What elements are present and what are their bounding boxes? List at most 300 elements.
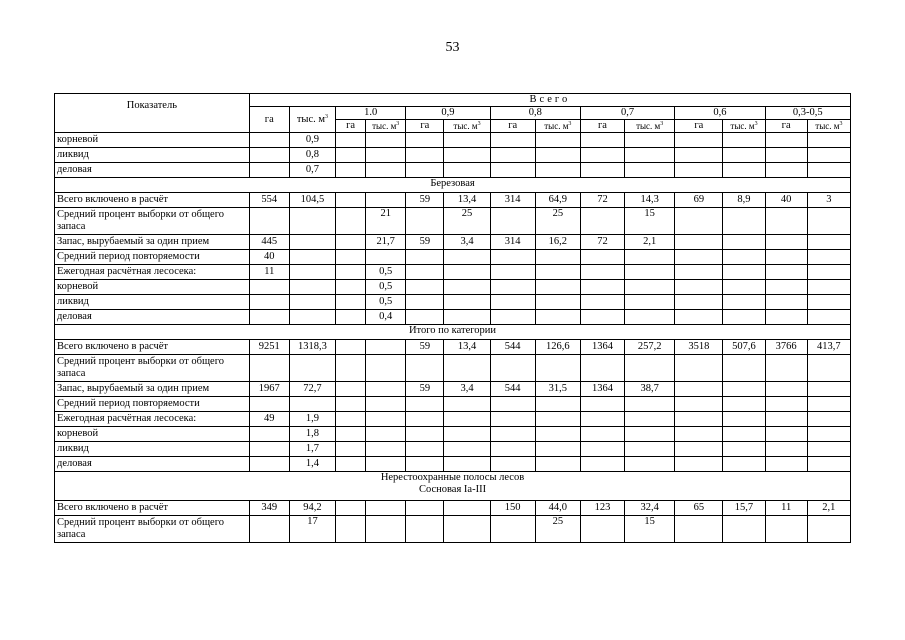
table-cell	[490, 310, 535, 325]
table-cell	[366, 163, 406, 178]
table-cell	[490, 208, 535, 235]
table-cell: 0,4	[366, 310, 406, 325]
table-cell	[580, 516, 624, 543]
table-cell: 11	[765, 501, 807, 516]
section-subtitle: Сосновая Ia-III	[418, 484, 487, 495]
table-cell	[249, 163, 289, 178]
table-cell	[289, 250, 335, 265]
table-cell	[336, 235, 366, 250]
row-label: деловая	[55, 310, 250, 325]
header-m3: тыс. $м^3$	[807, 120, 850, 133]
table-row	[55, 382, 851, 397]
table-cell: 25	[535, 208, 580, 235]
section-heading-row	[55, 325, 851, 340]
table-cell: 1,8	[289, 427, 335, 442]
table-cell	[580, 310, 624, 325]
table-cell: 11	[249, 265, 289, 280]
table-cell	[723, 133, 765, 148]
table-row	[55, 250, 851, 265]
table-cell	[723, 412, 765, 427]
table-cell	[675, 208, 723, 235]
table-row	[55, 235, 851, 250]
table-cell: 1967	[249, 382, 289, 397]
table-cell	[723, 148, 765, 163]
table-row	[55, 163, 851, 178]
table-cell	[366, 148, 406, 163]
table-cell: 544	[490, 340, 535, 355]
table-cell: 17	[289, 516, 335, 543]
table-cell	[444, 133, 490, 148]
table-cell	[675, 250, 723, 265]
header-density: 0,7	[580, 107, 674, 120]
table-cell	[490, 250, 535, 265]
table-row	[55, 295, 851, 310]
table-cell	[535, 442, 580, 457]
table-cell	[723, 250, 765, 265]
table-cell	[249, 310, 289, 325]
table-cell	[580, 148, 624, 163]
table-cell: 49	[249, 412, 289, 427]
table-cell	[490, 295, 535, 310]
table-cell	[765, 250, 807, 265]
table-cell	[535, 355, 580, 382]
table-cell	[535, 295, 580, 310]
table-cell	[765, 133, 807, 148]
table-row	[55, 457, 851, 472]
table-cell: 445	[249, 235, 289, 250]
table-cell: 94,2	[289, 501, 335, 516]
table-cell	[444, 295, 490, 310]
table-cell	[336, 516, 366, 543]
table-cell: 65	[675, 501, 723, 516]
table-cell	[490, 412, 535, 427]
table-cell	[289, 310, 335, 325]
table-cell	[625, 427, 675, 442]
table-cell	[675, 265, 723, 280]
table-cell	[444, 397, 490, 412]
table-cell	[675, 148, 723, 163]
table-cell	[535, 457, 580, 472]
table-cell	[336, 442, 366, 457]
table-cell	[675, 516, 723, 543]
table-cell: 25	[535, 516, 580, 543]
table-cell	[406, 516, 444, 543]
table-cell	[580, 133, 624, 148]
table-cell: 0,5	[366, 295, 406, 310]
table-cell	[336, 193, 366, 208]
row-label: Средний период повторяемости	[55, 397, 250, 412]
table-cell: 349	[249, 501, 289, 516]
header-density: 0,3-0,5	[765, 107, 850, 120]
table-cell: 1,9	[289, 412, 335, 427]
table-cell	[625, 250, 675, 265]
table-cell	[406, 427, 444, 442]
header-density: 0,8	[490, 107, 580, 120]
header-density: 0,9	[406, 107, 490, 120]
table-cell: 38,7	[625, 382, 675, 397]
table-cell: 3,4	[444, 382, 490, 397]
table-cell: 72,7	[289, 382, 335, 397]
table-cell	[249, 133, 289, 148]
table-cell: 15,7	[723, 501, 765, 516]
table-cell: 44,0	[535, 501, 580, 516]
table-cell: 314	[490, 193, 535, 208]
table-cell	[807, 163, 850, 178]
table-cell: 40	[249, 250, 289, 265]
table-cell: 2,1	[625, 235, 675, 250]
table-row	[55, 427, 851, 442]
table-cell	[580, 412, 624, 427]
row-label: ликвид	[55, 295, 250, 310]
row-label: Средний процент выборки от общего запаса	[55, 208, 250, 235]
table-cell	[406, 457, 444, 472]
table-cell	[444, 442, 490, 457]
table-cell	[765, 280, 807, 295]
table-row	[55, 355, 851, 382]
table-cell: 1318,3	[289, 340, 335, 355]
table-cell: 554	[249, 193, 289, 208]
table-cell: 0,5	[366, 280, 406, 295]
table-cell: 507,6	[723, 340, 765, 355]
table-body	[55, 133, 851, 543]
table-cell	[580, 397, 624, 412]
table-row	[55, 148, 851, 163]
table-cell	[807, 208, 850, 235]
table-cell	[249, 457, 289, 472]
header-ha: га	[406, 120, 444, 133]
table-cell	[249, 148, 289, 163]
table-cell	[406, 208, 444, 235]
table-cell	[366, 516, 406, 543]
table-cell	[723, 235, 765, 250]
table-cell	[366, 355, 406, 382]
header-ha: га	[336, 120, 366, 133]
table-cell	[366, 457, 406, 472]
table-cell	[406, 501, 444, 516]
table-cell	[490, 148, 535, 163]
table-cell	[723, 163, 765, 178]
table-cell	[490, 427, 535, 442]
table-cell	[406, 295, 444, 310]
table-cell	[490, 265, 535, 280]
table-cell	[535, 265, 580, 280]
table-cell: 3,4	[444, 235, 490, 250]
row-label: Запас, вырубаемый за один прием	[55, 235, 250, 250]
row-label: Всего включено в расчёт	[55, 501, 250, 516]
table-cell: 0,9	[289, 133, 335, 148]
table-cell	[366, 427, 406, 442]
table-cell	[444, 501, 490, 516]
table-cell: 15	[625, 516, 675, 543]
table-cell	[765, 427, 807, 442]
table-cell	[807, 412, 850, 427]
table-cell: 13,4	[444, 193, 490, 208]
table-cell	[675, 397, 723, 412]
section-title: Березовая	[55, 178, 851, 193]
table-cell: 123	[580, 501, 624, 516]
table-cell: 14,3	[625, 193, 675, 208]
table-cell	[807, 250, 850, 265]
table-cell	[490, 133, 535, 148]
table-cell	[366, 193, 406, 208]
table-cell: 3	[807, 193, 850, 208]
table-cell	[675, 457, 723, 472]
table-cell	[580, 280, 624, 295]
row-label: Всего включено в расчёт	[55, 340, 250, 355]
table-row	[55, 265, 851, 280]
header-m3: тыс. $м^3$	[723, 120, 765, 133]
table-cell	[723, 516, 765, 543]
table-cell: 3518	[675, 340, 723, 355]
table-cell	[366, 397, 406, 412]
table-cell	[249, 442, 289, 457]
table-cell	[366, 382, 406, 397]
table-cell: 1,7	[289, 442, 335, 457]
table-cell	[490, 163, 535, 178]
header-m3-total: тыс. $м^3$	[289, 107, 335, 133]
row-label: Всего включено в расчёт	[55, 193, 250, 208]
table-cell	[336, 295, 366, 310]
header-m3: тыс. $м^3$	[535, 120, 580, 133]
header-m3: тыс. $м^3$	[366, 120, 406, 133]
table-cell	[406, 442, 444, 457]
table-cell: 1364	[580, 340, 624, 355]
table-cell	[580, 250, 624, 265]
section-title: Нерестоохранные полосы лесов Сосновая Ia-III	[55, 472, 851, 501]
table-cell	[336, 265, 366, 280]
table-cell: 59	[406, 235, 444, 250]
table-cell	[625, 295, 675, 310]
table-cell	[336, 163, 366, 178]
table-cell	[723, 397, 765, 412]
table-cell	[336, 382, 366, 397]
table-cell	[675, 295, 723, 310]
table-cell	[336, 397, 366, 412]
header-m3: тыс. $м^3$	[444, 120, 490, 133]
header-density: 0,6	[675, 107, 765, 120]
table-cell	[625, 163, 675, 178]
table-cell	[289, 397, 335, 412]
header-indicator: Показатель	[55, 94, 250, 133]
table-row	[55, 501, 851, 516]
table-cell	[765, 516, 807, 543]
table-cell	[490, 516, 535, 543]
table-cell	[723, 442, 765, 457]
table-cell: 0,5	[366, 265, 406, 280]
table-cell	[336, 340, 366, 355]
table-cell: 2,1	[807, 501, 850, 516]
table-row	[55, 340, 851, 355]
table-cell	[625, 412, 675, 427]
table-cell: 40	[765, 193, 807, 208]
table-cell	[625, 280, 675, 295]
table-cell	[406, 250, 444, 265]
table-cell	[535, 280, 580, 295]
table-cell: 21,7	[366, 235, 406, 250]
table-cell	[490, 442, 535, 457]
table-cell	[366, 501, 406, 516]
table-cell	[675, 427, 723, 442]
section-heading-row	[55, 178, 851, 193]
table-cell	[289, 280, 335, 295]
header-ha: га	[490, 120, 535, 133]
table-cell	[336, 412, 366, 427]
table-cell	[406, 148, 444, 163]
table-cell	[580, 427, 624, 442]
table-cell	[675, 382, 723, 397]
table-cell	[807, 355, 850, 382]
table-cell	[249, 427, 289, 442]
table-row	[55, 193, 851, 208]
table-row	[55, 397, 851, 412]
table-cell	[444, 310, 490, 325]
table-cell: 9251	[249, 340, 289, 355]
header-total: Всего	[249, 94, 850, 107]
table-cell	[444, 163, 490, 178]
table-cell	[444, 427, 490, 442]
table-cell: 314	[490, 235, 535, 250]
table-row	[55, 310, 851, 325]
table-cell	[723, 265, 765, 280]
table-cell: 150	[490, 501, 535, 516]
table-cell	[580, 208, 624, 235]
section-title: Итого по категории	[55, 325, 851, 340]
table-cell	[675, 280, 723, 295]
row-label: Средний период повторяемости	[55, 250, 250, 265]
table-cell	[444, 412, 490, 427]
table-cell	[723, 280, 765, 295]
table-cell	[580, 265, 624, 280]
table-cell	[675, 163, 723, 178]
table-cell	[336, 148, 366, 163]
header-ha-total: га	[249, 107, 289, 133]
table-cell	[807, 133, 850, 148]
table-cell	[366, 250, 406, 265]
table-cell	[535, 250, 580, 265]
table-cell	[807, 235, 850, 250]
row-label: деловая	[55, 163, 250, 178]
table-cell	[807, 295, 850, 310]
table-cell	[406, 355, 444, 382]
table-cell	[535, 397, 580, 412]
table-row	[55, 412, 851, 427]
table-row	[55, 133, 851, 148]
table-cell	[406, 163, 444, 178]
table-cell	[289, 295, 335, 310]
table-cell	[444, 457, 490, 472]
table-cell	[625, 265, 675, 280]
table-cell	[336, 501, 366, 516]
table-cell	[765, 397, 807, 412]
header-ha: га	[765, 120, 807, 133]
table-cell	[535, 412, 580, 427]
table-cell	[336, 250, 366, 265]
table-cell	[723, 355, 765, 382]
table-cell	[535, 133, 580, 148]
table-cell	[625, 442, 675, 457]
table-cell	[807, 442, 850, 457]
table-cell	[444, 280, 490, 295]
table-cell	[289, 208, 335, 235]
table-cell: 64,9	[535, 193, 580, 208]
header-ha: га	[675, 120, 723, 133]
table-cell	[723, 382, 765, 397]
table-cell	[765, 163, 807, 178]
table-cell	[490, 355, 535, 382]
table-cell	[249, 516, 289, 543]
table-cell	[444, 250, 490, 265]
table-cell	[807, 310, 850, 325]
table-cell	[723, 295, 765, 310]
table-cell: 0,7	[289, 163, 335, 178]
table-cell	[336, 133, 366, 148]
row-label: Запас, вырубаемый за один прием	[55, 382, 250, 397]
row-label: Средний процент выборки от общего запаса	[55, 516, 250, 543]
table-cell	[249, 295, 289, 310]
table-cell: 544	[490, 382, 535, 397]
table-cell	[807, 457, 850, 472]
table-cell	[535, 163, 580, 178]
table-cell: 69	[675, 193, 723, 208]
table-cell	[765, 310, 807, 325]
table-cell: 72	[580, 193, 624, 208]
table-cell	[249, 280, 289, 295]
table-cell	[535, 148, 580, 163]
table-cell	[366, 442, 406, 457]
table-cell	[723, 310, 765, 325]
forest-yield-table	[54, 93, 851, 543]
table-cell	[625, 457, 675, 472]
row-label: корневой	[55, 133, 250, 148]
table-cell: 59	[406, 340, 444, 355]
table-cell	[249, 208, 289, 235]
table-cell	[807, 516, 850, 543]
table-cell: 1,4	[289, 457, 335, 472]
table-cell: 21	[366, 208, 406, 235]
table-cell	[765, 442, 807, 457]
table-cell	[765, 265, 807, 280]
table-cell	[249, 355, 289, 382]
table-cell	[289, 265, 335, 280]
table-cell	[336, 457, 366, 472]
table-cell: 1364	[580, 382, 624, 397]
row-label: Средний процент выборки от общего запаса	[55, 355, 250, 382]
table-cell	[490, 457, 535, 472]
table-cell	[765, 412, 807, 427]
table-cell	[406, 310, 444, 325]
table-cell: 126,6	[535, 340, 580, 355]
table-cell	[336, 310, 366, 325]
table-cell	[444, 355, 490, 382]
header-density: 1.0	[336, 107, 406, 120]
table-cell: 72	[580, 235, 624, 250]
table-cell	[336, 427, 366, 442]
table-row	[55, 442, 851, 457]
table-cell: 31,5	[535, 382, 580, 397]
table-cell: 13,4	[444, 340, 490, 355]
table-cell	[675, 412, 723, 427]
table-cell	[765, 208, 807, 235]
table-cell	[625, 148, 675, 163]
table-cell	[444, 265, 490, 280]
table-cell	[625, 355, 675, 382]
table-cell: 25	[444, 208, 490, 235]
table-cell	[625, 397, 675, 412]
table-cell	[723, 208, 765, 235]
header-m3: тыс. $м^3$	[625, 120, 675, 133]
table-cell	[625, 133, 675, 148]
table-cell: 3766	[765, 340, 807, 355]
